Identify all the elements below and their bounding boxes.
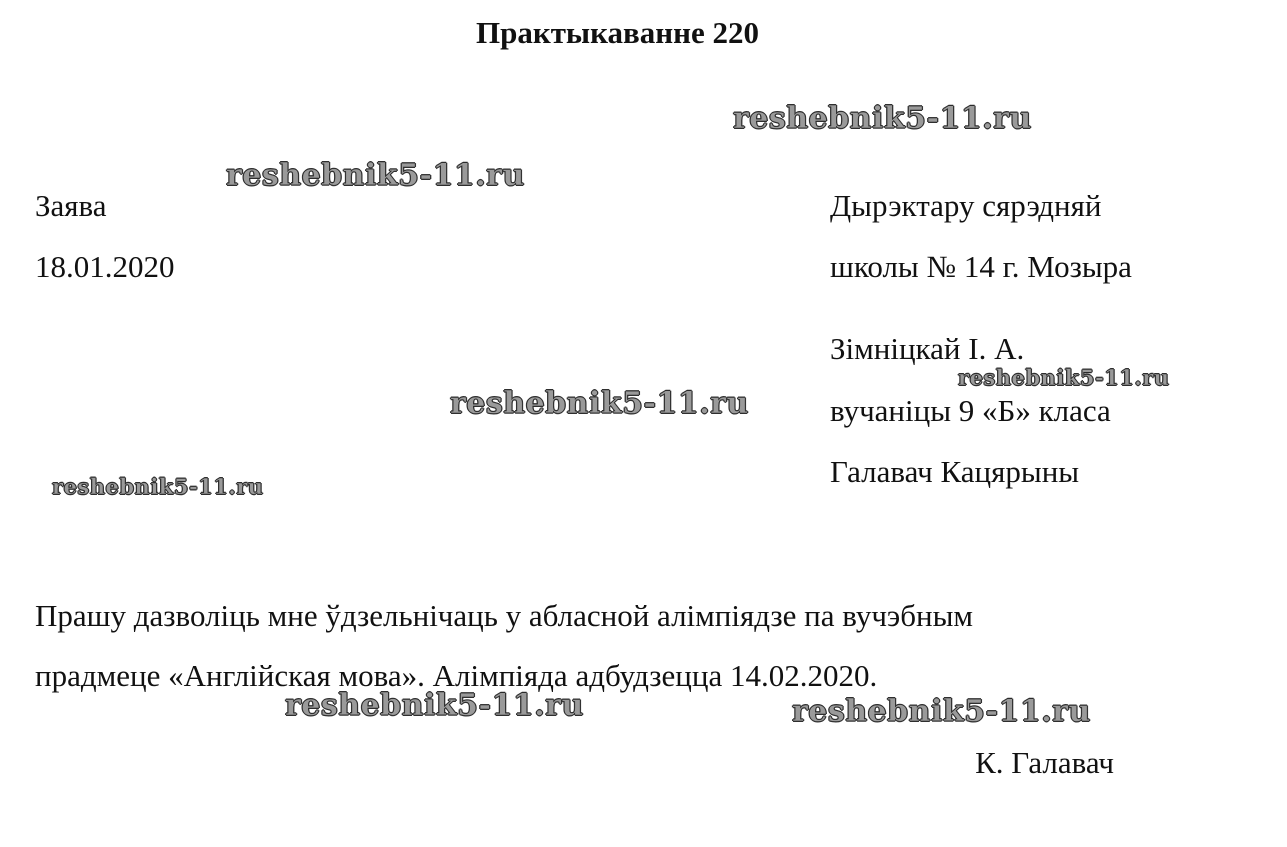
watermark: reshebnik5-11.ru [226, 158, 525, 193]
body-line-2: прадмеце «Англійская мова». Алімпіяда адбудзецца 14.02.2020. [35, 658, 878, 693]
addressee-line-4: вучаніцы 9 «Б» класа [830, 393, 1111, 428]
watermark: reshebnik5-11.ru [733, 101, 1032, 136]
exercise-title: Практыкаванне 220 [475, 15, 759, 50]
watermark: reshebnik5-11.ru [792, 694, 1091, 729]
addressee-line-2: школы № 14 г. Мозыра [830, 249, 1132, 284]
addressee-line-1: Дырэктару сярэдняй [830, 188, 1102, 223]
document-type: Заява [35, 188, 107, 223]
watermark: reshebnik5-11.ru [52, 474, 264, 499]
watermark: reshebnik5-11.ru [285, 688, 584, 723]
addressee-line-3: Зімніцкай І. А. [830, 331, 1025, 366]
watermark: reshebnik5-11.ru [450, 386, 749, 421]
document-date: 18.01.2020 [35, 249, 175, 284]
signature: К. Галавач [975, 745, 1114, 780]
body-line-1: Прашу дазволіць мне ўдзельнічаць у абласной алімпіядзе па вучэбным [35, 598, 974, 633]
watermark: reshebnik5-11.ru [958, 365, 1170, 390]
addressee-line-5: Галавач Кацярыны [830, 454, 1080, 489]
